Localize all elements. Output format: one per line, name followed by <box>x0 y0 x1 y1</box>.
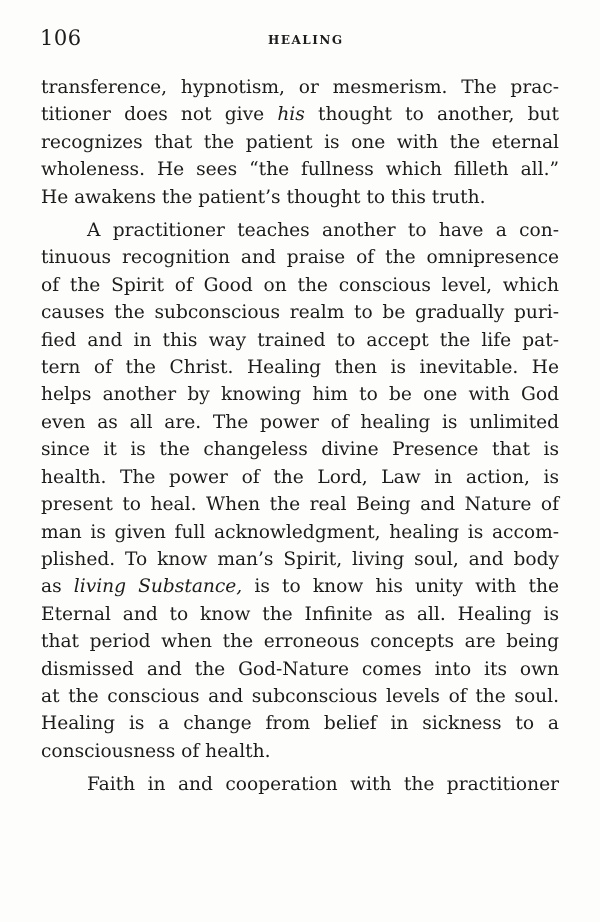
text-line: of the Spirit of Good on the conscious level, which <box>41 274 559 296</box>
text-line: even as all are. The power of healing is unlimited <box>41 411 559 433</box>
text-line: at the conscious and subconscious levels of the soul. <box>41 685 559 707</box>
text-line: that period when the erroneous concepts are being <box>41 631 559 653</box>
text-line: Eternal and to know the Infinite as all. Healing is <box>41 603 559 625</box>
paragraph <box>41 217 559 765</box>
text-line: titioner does not give his thought to another, but <box>41 104 559 126</box>
text-line: Healing is a change from belief in sickness to a <box>41 713 559 735</box>
paragraph <box>41 771 559 798</box>
page-header <box>0 0 600 60</box>
text-line: health. The power of the Lord, Law in action, is <box>41 466 559 488</box>
text-line: A practitioner teaches another to have a con- <box>87 220 559 242</box>
text-line: plished. To know man’s Spirit, living soul, and body <box>41 548 559 570</box>
running-head: HEALING <box>268 33 344 47</box>
text-line: tinuous recognition and praise of the omnipresence <box>41 247 559 269</box>
text-line: recognizes that the patient is one with the eternal <box>41 131 559 153</box>
text-line: transference, hypnotism, or mesmerism. The prac- <box>41 77 559 98</box>
page-number: 106 <box>40 26 82 50</box>
text-line: as living Substance, is to know his unity with the <box>41 576 559 598</box>
text-line: since it is the changeless divine Presence that is <box>41 439 559 461</box>
text-line: helps another by knowing him to be one with God <box>41 384 559 406</box>
text-line: Faith in and cooperation with the practitioner <box>87 774 559 796</box>
paragraph <box>41 74 559 211</box>
text-line: dismissed and the God-Nature comes into its own <box>41 658 559 680</box>
body-text <box>41 74 559 799</box>
text-line: consciousness of health. <box>41 740 271 762</box>
text-line: wholeness. He sees “the fullness which filleth all.” <box>41 159 559 181</box>
text-line: He awakens the patient’s thought to this truth. <box>41 186 486 208</box>
text-line: man is given full acknowledgment, healing is accom- <box>41 521 559 543</box>
text-line: fied and in this way trained to accept the life pat- <box>41 329 559 351</box>
text-line: present to heal. When the real Being and Nature of <box>41 494 559 516</box>
text-line: tern of the Christ. Healing then is inevitable. He <box>41 357 559 379</box>
text-line: causes the subconscious realm to be gradually puri- <box>41 302 559 324</box>
